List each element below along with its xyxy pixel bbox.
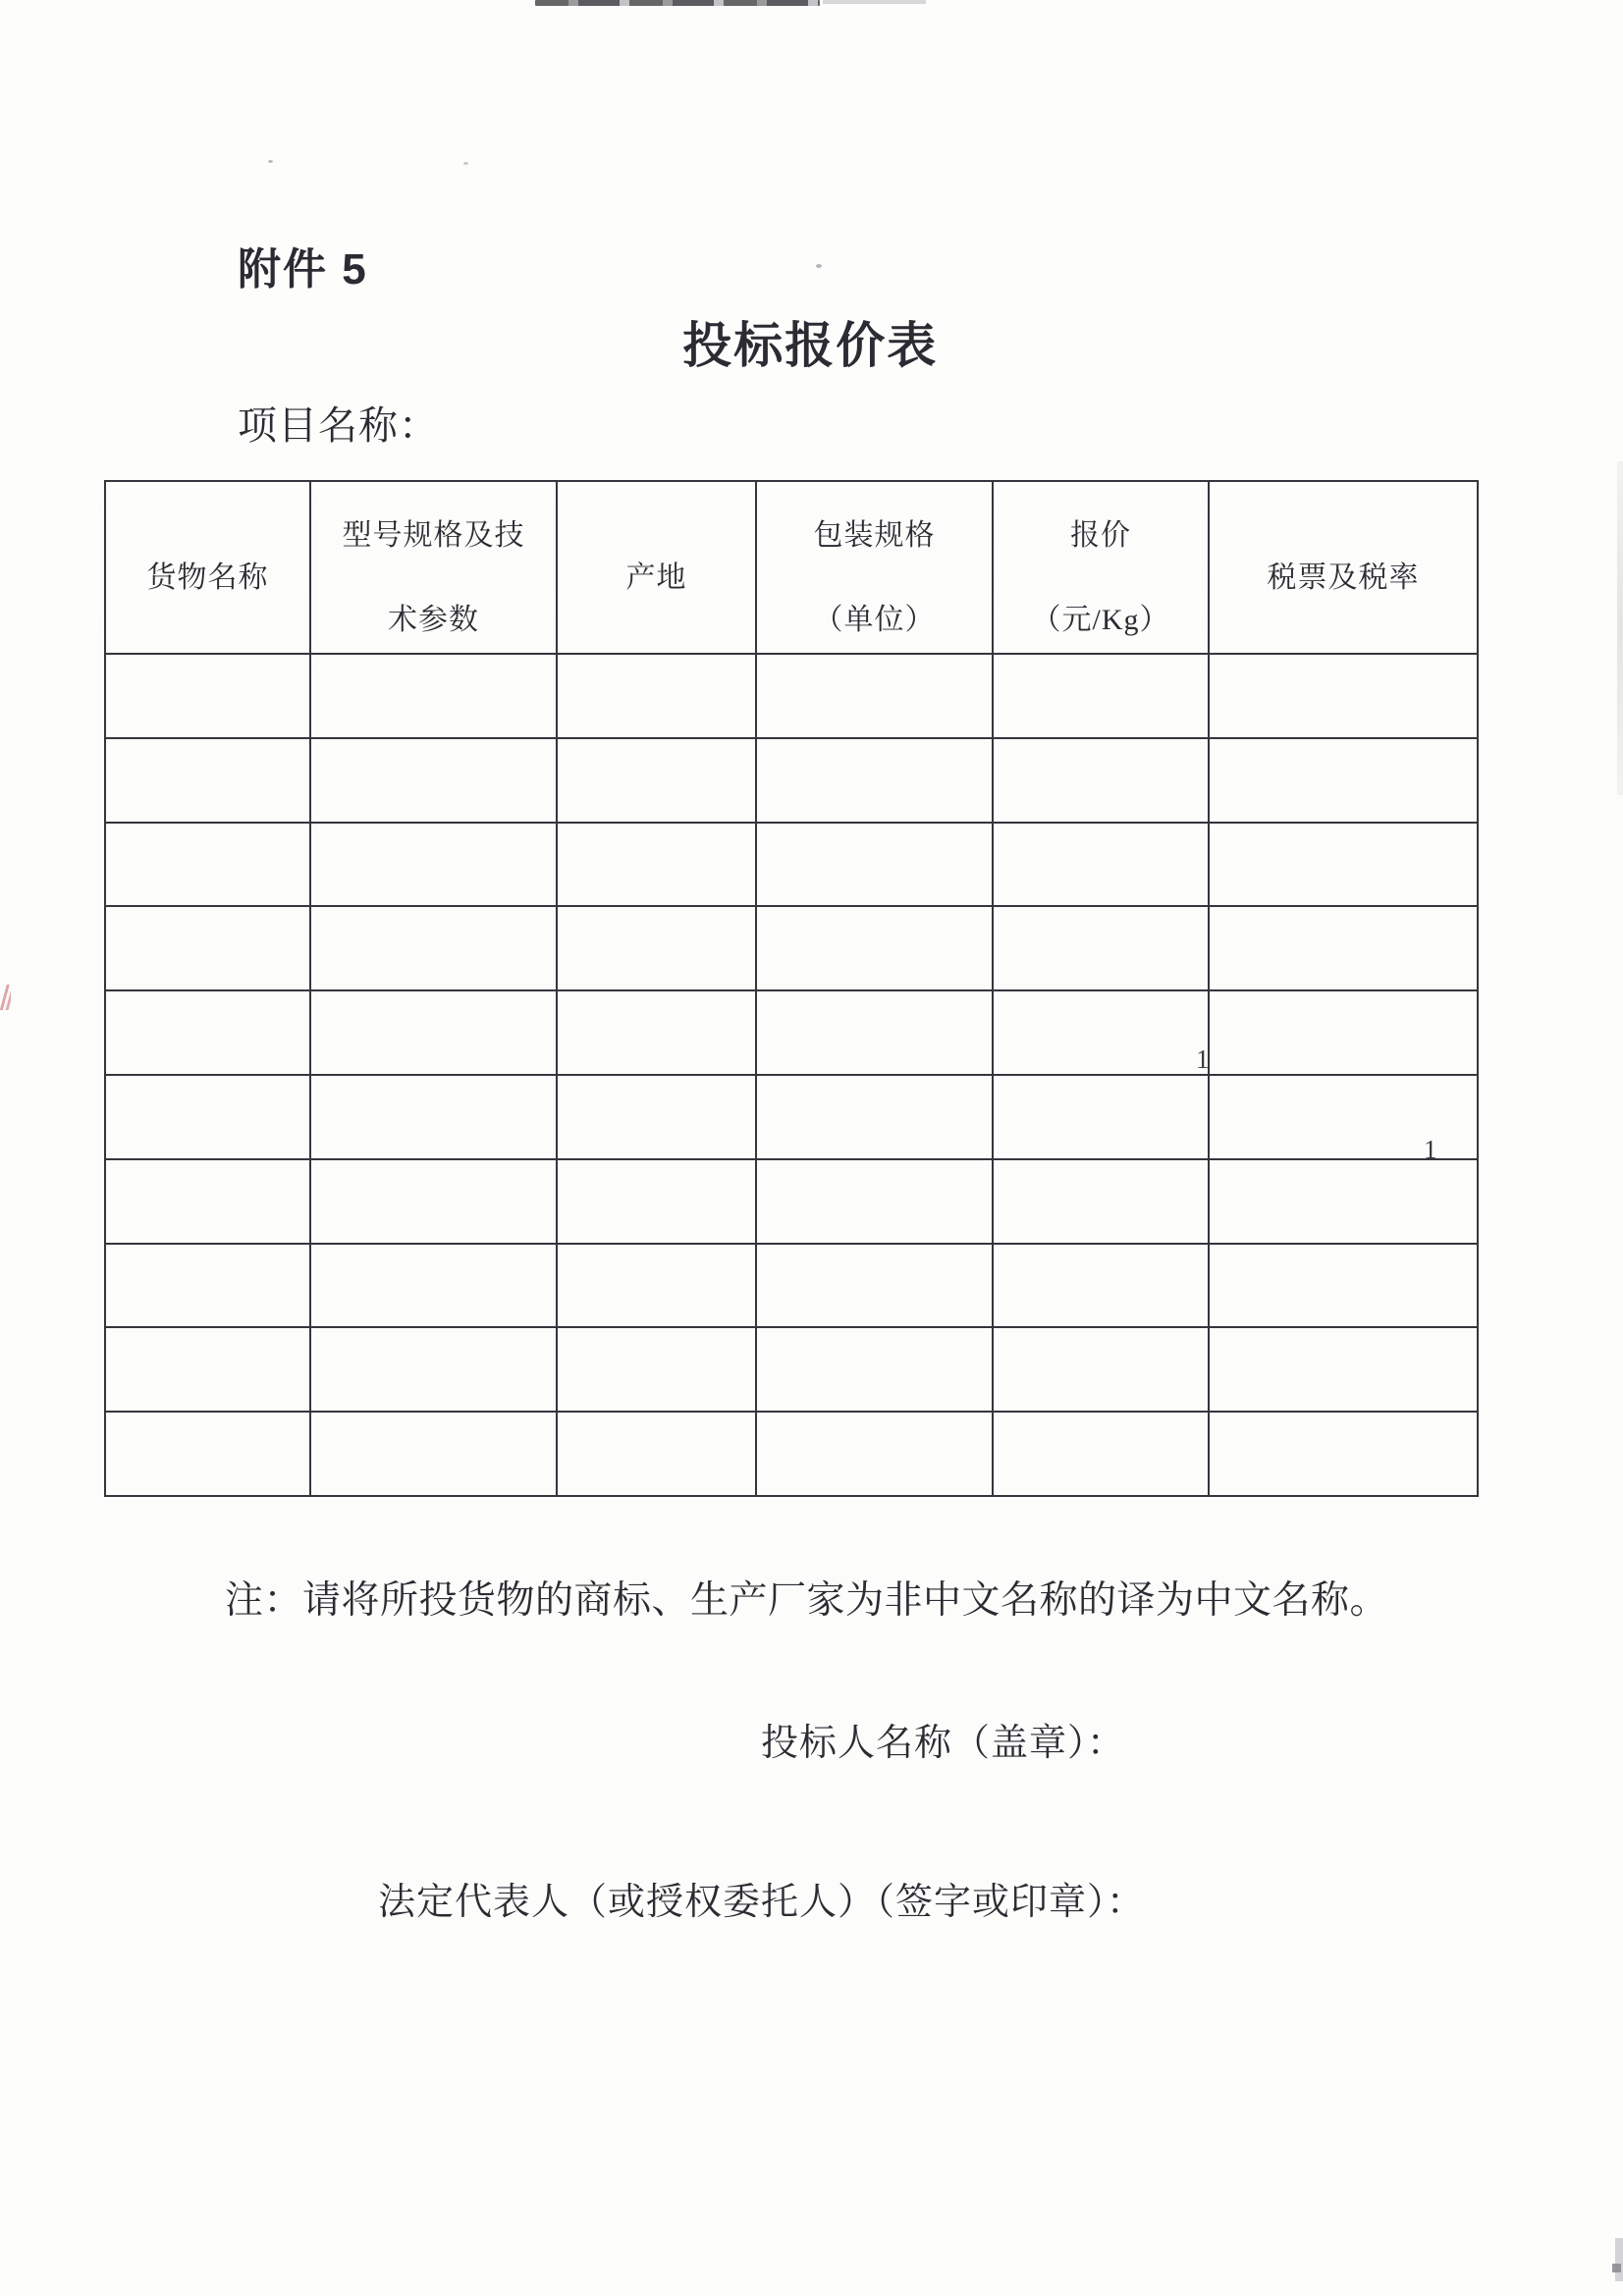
table-cell — [310, 1075, 557, 1159]
table-cell — [1209, 906, 1478, 990]
table-body — [105, 654, 1478, 1496]
table-cell — [105, 1412, 310, 1496]
table-header-line: （单位） — [813, 604, 936, 636]
table-header-cell — [993, 481, 1209, 654]
table-cell — [310, 654, 557, 738]
table-cell — [1209, 654, 1478, 738]
table-cell — [756, 1327, 993, 1412]
stray-mark: 1 — [1424, 1135, 1437, 1164]
table-cell — [310, 1159, 557, 1244]
table-header-cell — [756, 481, 993, 654]
scan-artifact-red-margin-mark — [0, 985, 11, 1010]
table-cell — [756, 1159, 993, 1244]
table-header-line: 报价 — [1070, 519, 1131, 552]
table-cell — [105, 1159, 310, 1244]
table-cell — [557, 906, 756, 990]
table-cell — [310, 906, 557, 990]
table-cell — [105, 1075, 310, 1159]
table-cell — [993, 990, 1209, 1075]
table-cell — [310, 1327, 557, 1412]
table-cell — [756, 738, 993, 823]
table-cell — [1209, 1412, 1478, 1496]
table-cell — [105, 1327, 310, 1412]
table-cell — [756, 1244, 993, 1328]
table-cell — [1209, 1244, 1478, 1328]
table-header-line: 货物名称 — [146, 561, 269, 594]
table-header-cell — [1209, 481, 1478, 654]
paper-speck — [463, 162, 468, 165]
table-cell — [756, 1412, 993, 1496]
table-row — [105, 1412, 1478, 1496]
scan-artifact-top-smudge2 — [823, 0, 926, 4]
table-header-line: 税票及税率 — [1267, 561, 1420, 594]
table-header-line: 型号规格及技 — [342, 519, 525, 552]
table-cell — [105, 654, 310, 738]
table-cell — [310, 1412, 557, 1496]
table-cell — [1209, 1075, 1478, 1159]
table-header-line: 产地 — [625, 561, 687, 594]
table-header-row — [105, 481, 1478, 654]
paper-speck — [268, 160, 273, 163]
table-cell — [1209, 823, 1478, 907]
scan-artifact-right-streak — [1617, 461, 1623, 795]
table-cell — [310, 1244, 557, 1328]
table-cell — [557, 1244, 756, 1328]
table-header-cell — [310, 481, 557, 654]
table-cell — [993, 1075, 1209, 1159]
table-cell — [557, 823, 756, 907]
table-header-line: 术参数 — [388, 604, 479, 636]
page-title: 投标报价表 — [682, 318, 939, 373]
table-row — [105, 654, 1478, 738]
quotation-table — [104, 480, 1479, 1497]
project-name-label: 项目名称： — [238, 403, 439, 448]
table-cell — [105, 990, 310, 1075]
table-cell — [1209, 1159, 1478, 1244]
table-cell — [1209, 990, 1478, 1075]
table-cell — [557, 654, 756, 738]
table-cell — [557, 1159, 756, 1244]
table-cell — [310, 990, 557, 1075]
table-cell — [993, 738, 1209, 823]
table-cell — [557, 1327, 756, 1412]
stray-mark: 1 — [1196, 1044, 1210, 1074]
table-row — [105, 1159, 1478, 1244]
table-cell — [1209, 1327, 1478, 1412]
table-cell — [993, 654, 1209, 738]
table-cell — [557, 738, 756, 823]
table-row — [105, 1327, 1478, 1412]
table-row — [105, 906, 1478, 990]
table-header-line: （元/Kg） — [1031, 604, 1170, 636]
table-cell — [310, 738, 557, 823]
legal-representative-label: 法定代表人（或授权委托人）（签字或印章）： — [378, 1882, 1146, 1923]
table-cell — [756, 823, 993, 907]
table-row — [105, 1244, 1478, 1328]
table-cell — [756, 1075, 993, 1159]
table-cell — [993, 1412, 1209, 1496]
table-cell — [105, 738, 310, 823]
table-row — [105, 1075, 1478, 1159]
note-text: 注：请将所投货物的商标、生产厂家为非中文名称的译为中文名称。 — [225, 1579, 1389, 1622]
table-cell — [105, 823, 310, 907]
table-cell — [1209, 738, 1478, 823]
table-cell — [105, 1244, 310, 1328]
paper-speck — [816, 264, 822, 268]
table-cell — [557, 1412, 756, 1496]
table-cell — [557, 990, 756, 1075]
table-row — [105, 738, 1478, 823]
table-cell — [310, 823, 557, 907]
table-cell — [756, 990, 993, 1075]
table-cell — [993, 1159, 1209, 1244]
scan-artifact-right-streak2 — [1615, 2238, 1623, 2281]
scan-artifact-top-smudge — [535, 0, 820, 6]
table-row — [105, 990, 1478, 1075]
table-cell — [993, 823, 1209, 907]
table-cell — [756, 906, 993, 990]
table-cell — [993, 906, 1209, 990]
table-header-line: 包装规格 — [813, 519, 936, 552]
table-cell — [557, 1075, 756, 1159]
table-cell — [105, 906, 310, 990]
table-header-cell — [557, 481, 756, 654]
table-row — [105, 823, 1478, 907]
table-cell — [993, 1244, 1209, 1328]
table-cell — [756, 654, 993, 738]
scan-artifact-right-dash — [1612, 2264, 1621, 2272]
quotation-table-container — [104, 480, 1479, 1497]
bidder-name-label: 投标人名称（盖章）： — [761, 1723, 1126, 1764]
table-cell — [993, 1327, 1209, 1412]
attachment-label: 附件 5 — [238, 245, 368, 294]
table-header-cell — [105, 481, 310, 654]
